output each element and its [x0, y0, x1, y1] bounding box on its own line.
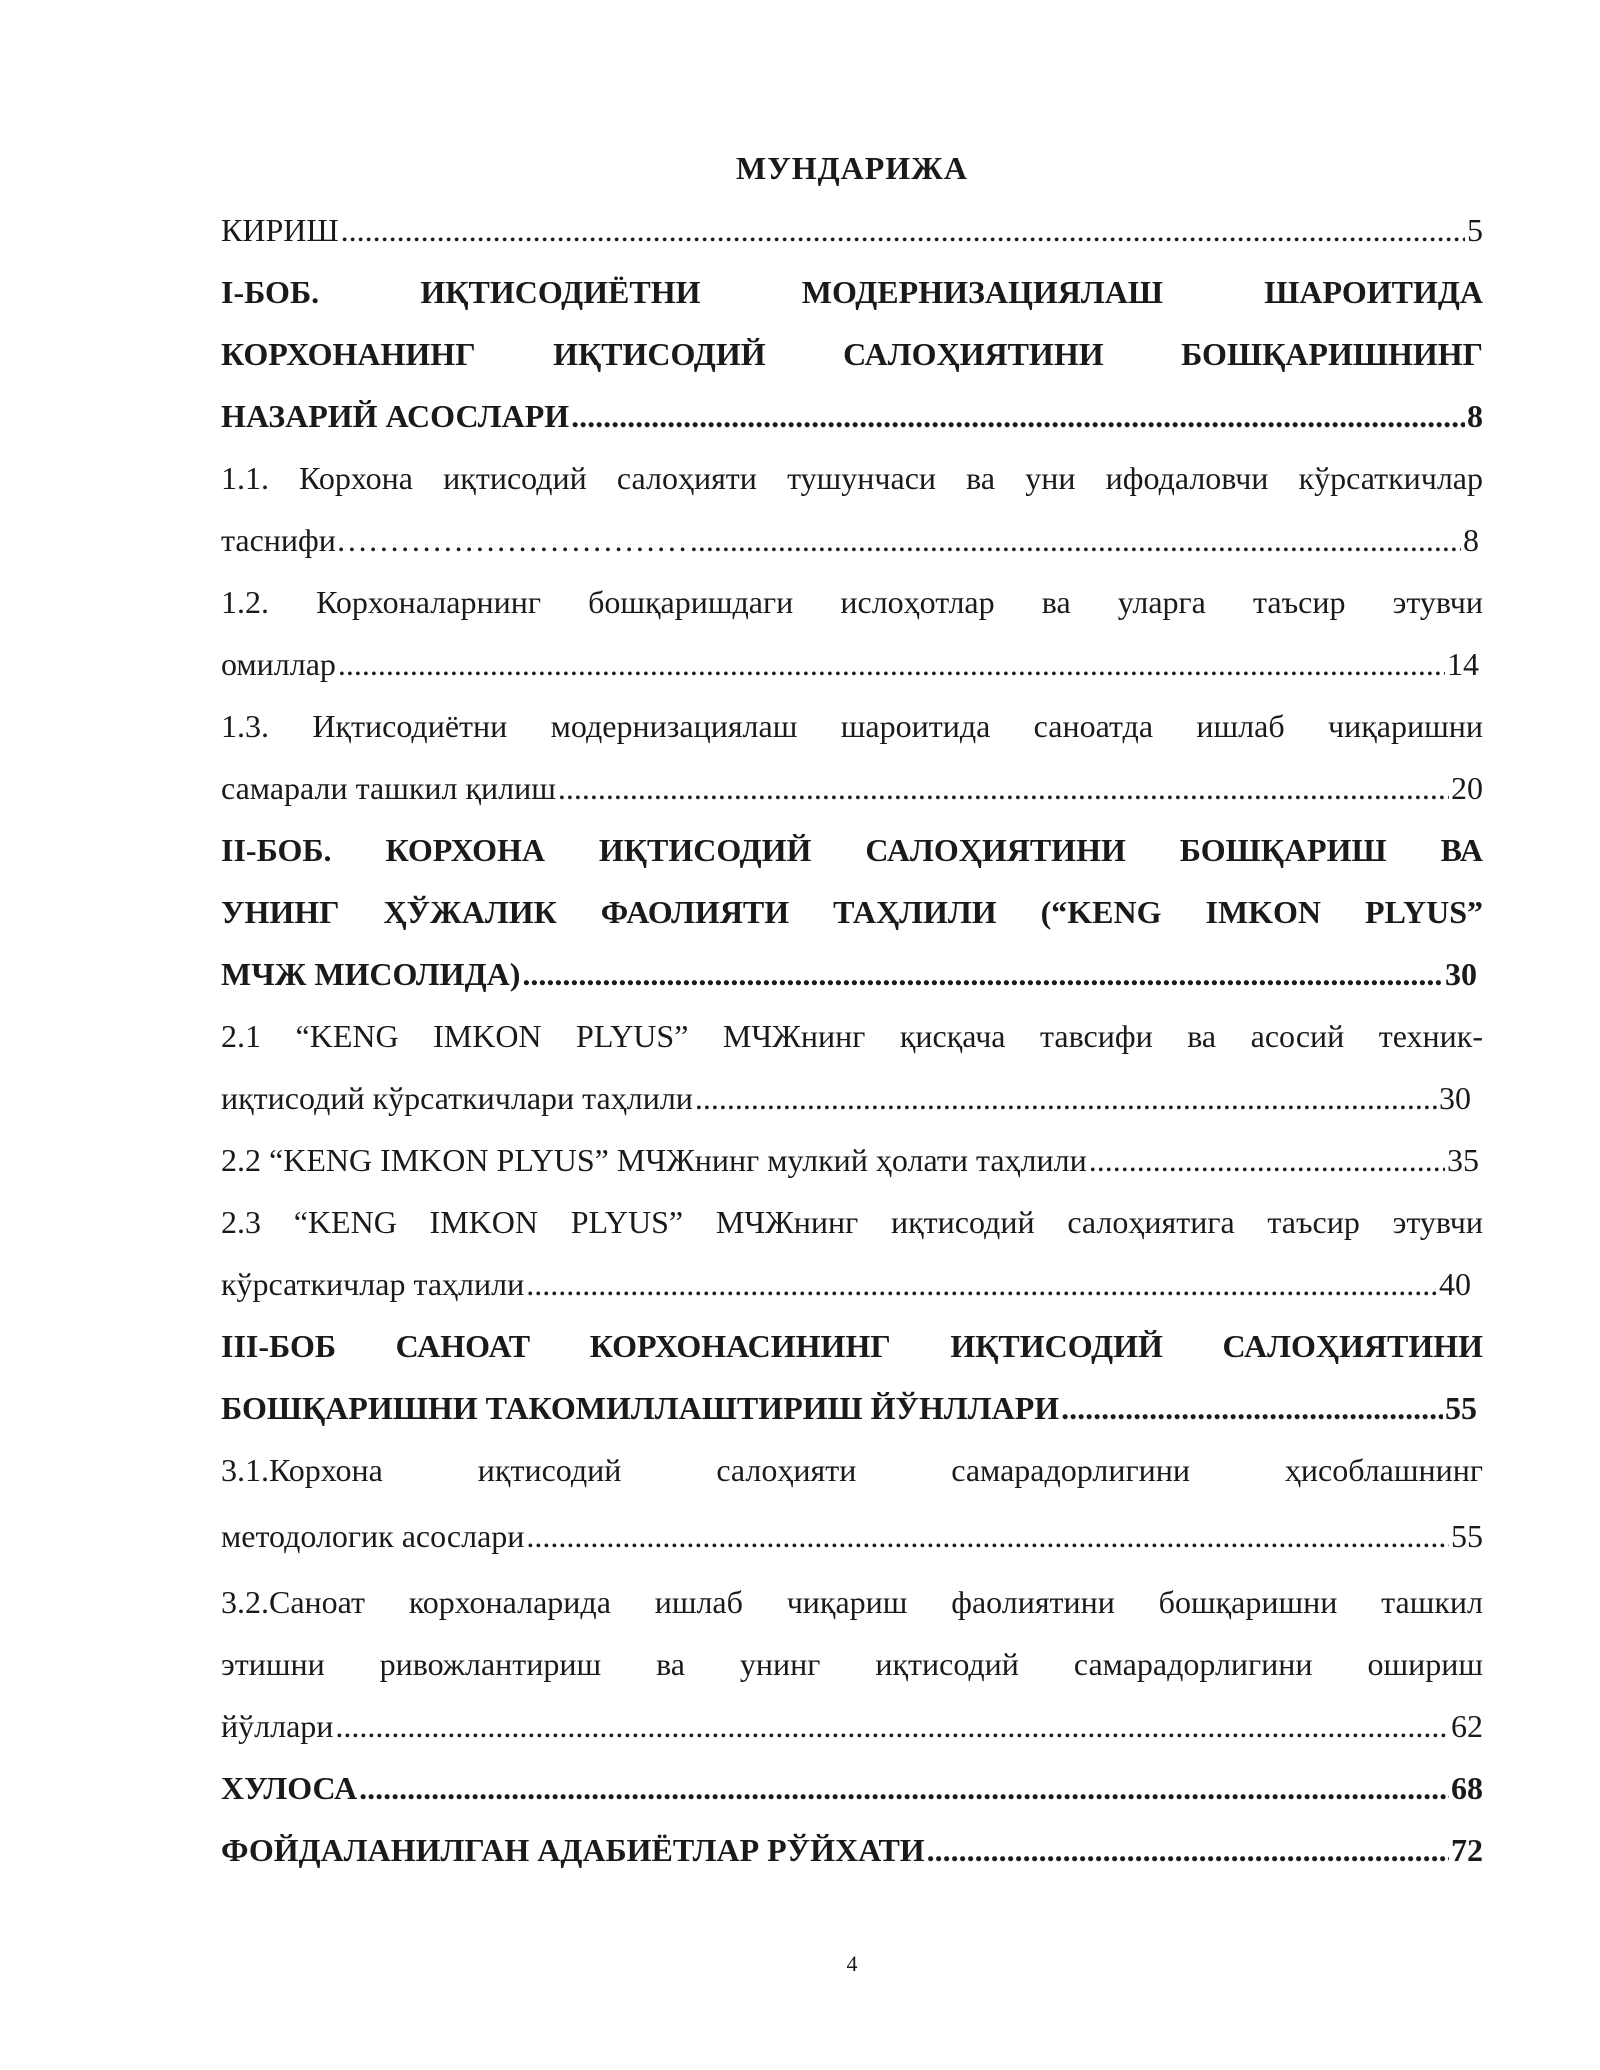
toc-page-number: 55: [1451, 1518, 1483, 1554]
toc-entry-text: МЧЖ МИСОЛИДА): [221, 956, 521, 992]
toc-entry-text: методологик асослари: [221, 1518, 525, 1554]
toc-page-number: 55: [1445, 1390, 1477, 1426]
toc-section-3-2-line-3[interactable]: [221, 1695, 1483, 1757]
toc-page-number: 35: [1447, 1142, 1479, 1178]
dot-leader: [338, 633, 1445, 695]
toc-chapter-1-line-1[interactable]: I-БОБ. ИҚТИСОДИЁТНИ МОДЕРНИЗАЦИЯЛАШ ШАРОИТИДА: [221, 274, 1483, 310]
toc-chapter-1-line-2[interactable]: КОРХОНАНИНГ ИҚТИСОДИЙ САЛОҲИЯТИНИ БОШҚАРИШНИНГ: [221, 336, 1483, 372]
toc-page-number: 72: [1451, 1832, 1483, 1868]
toc-section-3-1-line-1[interactable]: 3.1.Корхона иқтисодий салоҳияти самарадорлигини ҳисоблашнинг: [221, 1452, 1483, 1488]
toc-chapter-3-line-2[interactable]: [221, 1377, 1477, 1439]
dot-leader: [571, 385, 1465, 447]
dot-leader: [335, 1695, 1449, 1757]
toc-entry-text: кўрсаткичлар таҳлили: [221, 1266, 525, 1302]
toc-section-3-2-line-2[interactable]: этишни ривожлантириш ва унинг иқтисодий самарадорлигини ошириш: [221, 1646, 1483, 1682]
toc-chapter-2-line-1[interactable]: II-БОБ. КОРХОНА ИҚТИСОДИЙ САЛОҲИЯТИНИ БОШҚАРИШ ВА: [221, 832, 1483, 868]
toc-entry-text: ХУЛОСА: [221, 1770, 358, 1806]
toc-page-number: 8: [1467, 398, 1483, 434]
toc-page-number: 14: [1447, 646, 1479, 682]
toc-page-number: 68: [1451, 1770, 1483, 1806]
toc-section-1-3-line-1[interactable]: 1.3. Иқтисодиётни модернизациялаш шароитида саноатда ишлаб чиқаришни: [221, 708, 1483, 744]
toc-chapter-2-line-3[interactable]: [221, 943, 1477, 1005]
toc-section-1-1-line-1[interactable]: 1.1. Корхона иқтисодий салоҳияти тушунчаси ва уни ифодаловчи кўрсаткичлар: [221, 460, 1483, 496]
toc-entry-text: таснифи……………………………: [221, 522, 688, 558]
dot-leader: [526, 1505, 1449, 1567]
toc-chapter-3-line-1[interactable]: III-БОБ САНОАТ КОРХОНАСИНИНГ ИҚТИСОДИЙ САЛОҲИЯТИНИ: [221, 1328, 1483, 1364]
toc-entry-text: НАЗАРИЙ АСОСЛАРИ: [221, 398, 570, 434]
toc-section-3-2-line-1[interactable]: 3.2.Саноат корхоналарида ишлаб чиқариш фаолиятини бошқаришни ташкил: [221, 1584, 1483, 1620]
dot-leader: [558, 757, 1449, 819]
toc-page-number: 20: [1451, 770, 1483, 806]
toc-references[interactable]: [221, 1819, 1483, 1881]
dot-leader: [359, 1757, 1449, 1819]
dot-leader: [522, 943, 1443, 1005]
dot-leader: [695, 1067, 1437, 1129]
toc-section-1-2-line-2[interactable]: [221, 633, 1479, 695]
toc-section-1-3-line-2[interactable]: [221, 757, 1483, 819]
toc-entry-text: омиллар: [221, 646, 336, 682]
document-page: [221, 0, 1483, 2070]
dot-leader: [1089, 1129, 1445, 1191]
toc-entry-text: 2.2 “KENG IMKON PLYUS” МЧЖнинг мулкий ҳолати таҳлили: [221, 1142, 1087, 1178]
toc-section-2-2[interactable]: [221, 1129, 1479, 1191]
toc-entry-text: ФОЙДАЛАНИЛГАН АДАБИЁТЛАР РЎЙХАТИ: [221, 1832, 925, 1868]
toc-section-1-1-line-2[interactable]: [221, 509, 1479, 571]
toc-section-2-1-line-2[interactable]: [221, 1067, 1471, 1129]
toc-conclusion[interactable]: [221, 1757, 1483, 1819]
dot-leader: [927, 1819, 1449, 1881]
toc-page-number: 5: [1467, 212, 1483, 248]
toc-entry-text: БОШҚАРИШНИ ТАКОМИЛЛАШТИРИШ ЙЎНЛЛАРИ: [221, 1390, 1060, 1426]
toc-page-number: 30: [1445, 956, 1477, 992]
page-number-footer: 4: [846, 1951, 858, 1976]
toc-section-1-2-line-1[interactable]: 1.2. Корхоналарнинг бошқаришдаги ислоҳотлар ва уларга таъсир этувчи: [221, 584, 1483, 620]
toc-page-number: 62: [1451, 1708, 1483, 1744]
toc-page-number: 8: [1463, 522, 1479, 558]
dot-leader: [1061, 1377, 1443, 1439]
toc-entry-text: самарали ташкил қилиш: [221, 770, 556, 806]
toc-entry-introduction[interactable]: [221, 199, 1483, 261]
toc-entry-text: КИРИШ: [221, 212, 339, 248]
toc-entry-text: иқтисодий кўрсаткичлари таҳлили: [221, 1080, 693, 1116]
toc-section-2-3-line-1[interactable]: 2.3 “KENG IMKON PLYUS” МЧЖнинг иқтисодий салоҳиятига таъсир этувчи: [221, 1204, 1483, 1240]
toc-entry-text: йўллари: [221, 1708, 334, 1744]
dot-leader: [526, 1253, 1437, 1315]
dot-leader: [341, 199, 1465, 261]
toc-section-2-3-line-2[interactable]: [221, 1253, 1471, 1315]
toc-page-number: 40: [1439, 1266, 1471, 1302]
toc-title: МУНДАРИЖА: [736, 150, 968, 186]
toc-page-number: 30: [1439, 1080, 1471, 1116]
toc-chapter-1-line-3[interactable]: [221, 385, 1483, 447]
toc-chapter-2-line-2[interactable]: УНИНГ ҲЎЖАЛИК ФАОЛИЯТИ ТАҲЛИЛИ (“KENG IMKON PLYUS”: [221, 894, 1483, 930]
dot-leader: [690, 509, 1461, 571]
toc-section-2-1-line-1[interactable]: 2.1 “KENG IMKON PLYUS” МЧЖнинг қисқача тавсифи ва асосий техник-: [221, 1018, 1483, 1054]
toc-section-3-1-line-2[interactable]: [221, 1505, 1483, 1567]
